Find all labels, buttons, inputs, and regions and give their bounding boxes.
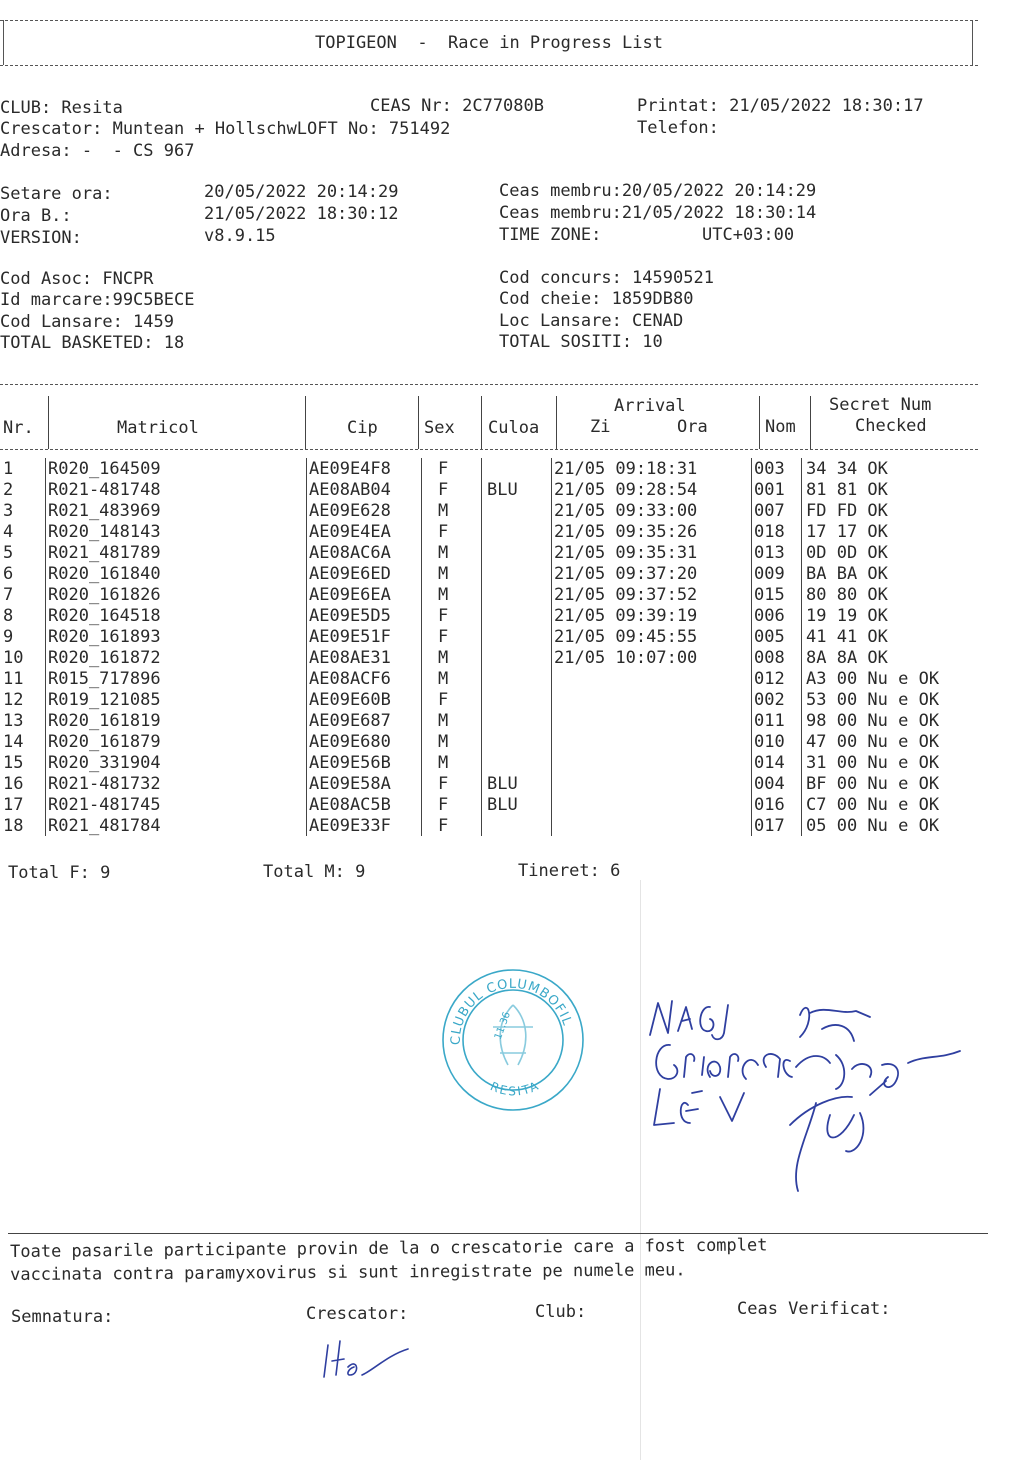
table-row: [3, 773, 972, 794]
bird-sex: F: [422, 626, 482, 647]
bird-color: [482, 500, 552, 521]
report-title: TOPIGEON - Race in Progress List: [315, 33, 663, 53]
bird-chip: AE09E58A: [307, 773, 422, 794]
table-row: [3, 521, 972, 542]
bird-checked: 81 81 OK: [802, 479, 972, 500]
col-header-culoa: Culoa: [488, 418, 540, 438]
marking-id: Id marcare:99C5BECE: [0, 290, 195, 310]
bird-nom: 008: [752, 647, 802, 668]
bird-chip: AE08AE31: [307, 647, 422, 668]
col-header-arrival: Arrival: [614, 396, 686, 416]
bird-checked: 34 34 OK: [802, 458, 972, 479]
club-signature-label: Club:: [535, 1302, 587, 1322]
bird-nr: 12: [3, 689, 24, 710]
bird-nom: 017: [752, 815, 802, 836]
bird-arrival: 21/05 09:35:31: [552, 542, 752, 563]
official-signatures: [640, 985, 980, 1195]
table-row: [3, 647, 972, 668]
clock-verified-label: Ceas Verificat:: [737, 1299, 891, 1319]
bird-color: [482, 584, 552, 605]
bird-checked: 47 00 Nu e OK: [802, 731, 972, 752]
stamp-bottom-text: RESITA: [488, 1078, 543, 1099]
bird-arrival: [552, 794, 752, 815]
table-row: [3, 752, 972, 773]
col-header-secret-num: Secret Num: [829, 395, 932, 415]
bird-color: [482, 458, 552, 479]
bird-color: [482, 731, 552, 752]
bird-sex: F: [422, 689, 482, 710]
bird-arrival: [552, 731, 752, 752]
bird-checked: 17 17 OK: [802, 521, 972, 542]
bird-matricol: R020_161819: [46, 710, 307, 731]
bird-matricol: R021_483969: [46, 500, 307, 521]
bird-nom: 016: [752, 794, 802, 815]
bird-nr: 8: [3, 605, 14, 626]
bird-matricol: R019_121085: [46, 689, 307, 710]
bird-nr: 7: [3, 584, 14, 605]
key-code: Cod cheie: 1859DB80: [499, 289, 694, 309]
bird-nr: 1: [3, 458, 14, 479]
bird-chip: AE09E6ED: [307, 563, 422, 584]
bird-arrival: [552, 710, 752, 731]
bird-matricol: R021_481789: [46, 542, 307, 563]
bird-sex: M: [422, 752, 482, 773]
bird-color: [482, 605, 552, 626]
clock-number: CEAS Nr: 2C77080B: [370, 96, 544, 116]
bird-chip: AE08ACF6: [307, 668, 422, 689]
bird-checked: 80 80 OK: [802, 584, 972, 605]
member-clock-2: Ceas membru:21/05/2022 18:30:14: [499, 203, 817, 223]
bird-nr: 4: [3, 521, 14, 542]
bird-checked: A3 00 Nu e OK: [802, 668, 972, 689]
bird-nr: 13: [3, 710, 24, 731]
bird-nr: 3: [3, 500, 14, 521]
bird-arrival: 21/05 09:37:52: [552, 584, 752, 605]
bird-chip: AE09E33F: [307, 815, 422, 836]
bird-nom: 004: [752, 773, 802, 794]
header-top-rule: [0, 20, 978, 21]
bird-nr: 2: [3, 479, 14, 500]
bird-nom: 005: [752, 626, 802, 647]
total-males: Total M: 9: [263, 862, 366, 882]
bird-nom: 018: [752, 521, 802, 542]
bird-checked: 0D 0D OK: [802, 542, 972, 563]
bird-matricol: R020_161879: [46, 731, 307, 752]
breeder-signature: [318, 1335, 428, 1385]
footer-rule: [8, 1233, 988, 1234]
bird-nom: 010: [752, 731, 802, 752]
bird-checked: 98 00 Nu e OK: [802, 710, 972, 731]
bird-matricol: R020_148143: [46, 521, 307, 542]
col-header-nr: Nr.: [3, 418, 34, 438]
bird-checked: 05 00 Nu e OK: [802, 815, 972, 836]
bird-nr: 9: [3, 626, 14, 647]
bird-sex: M: [422, 584, 482, 605]
bird-color: BLU: [482, 479, 552, 500]
col-header-cip: Cip: [347, 418, 378, 438]
bird-checked: BF 00 Nu e OK: [802, 773, 972, 794]
col-header-zi: Zi: [590, 417, 611, 437]
bird-checked: 31 00 Nu e OK: [802, 752, 972, 773]
bird-checked: FD FD OK: [802, 500, 972, 521]
bird-nom: 007: [752, 500, 802, 521]
bird-sex: M: [422, 647, 482, 668]
bird-matricol: R020_161893: [46, 626, 307, 647]
bird-matricol: R021-481748: [46, 479, 307, 500]
bird-nom: 002: [752, 689, 802, 710]
bird-color: BLU: [482, 794, 552, 815]
col-header-nom: Nom: [765, 417, 796, 437]
table-row: [3, 668, 972, 689]
stamp-number: 11.36: [492, 1010, 514, 1042]
bird-chip: AE09E687: [307, 710, 422, 731]
club-stamp: [438, 965, 588, 1115]
signature-label: Semnatura:: [11, 1307, 114, 1327]
bird-color: [482, 815, 552, 836]
bird-nom: 001: [752, 479, 802, 500]
col-header-matricol: Matricol: [117, 418, 199, 438]
bird-nom: 009: [752, 563, 802, 584]
total-females: Total F: 9: [8, 863, 111, 883]
table-header-rule: [0, 449, 978, 450]
bird-chip: AE08AC5B: [307, 794, 422, 815]
bird-matricol: R020_164509: [46, 458, 307, 479]
version-value: v8.9.15: [204, 226, 276, 246]
version-label: VERSION:: [0, 228, 82, 248]
bird-nom: 006: [752, 605, 802, 626]
bird-nr: 18: [3, 815, 24, 836]
set-time-value: 20/05/2022 20:14:29: [204, 182, 399, 202]
bird-arrival: 21/05 09:39:19: [552, 605, 752, 626]
table-row: [3, 479, 972, 500]
bird-nr: 14: [3, 731, 24, 752]
birds-table: [3, 458, 972, 836]
set-time-label: Setare ora:: [0, 184, 113, 204]
bird-checked: 41 41 OK: [802, 626, 972, 647]
bird-chip: AE09E51F: [307, 626, 422, 647]
header-bottom-rule: [0, 65, 978, 66]
time-zone-value: UTC+03:00: [702, 225, 795, 245]
bird-sex: M: [422, 542, 482, 563]
bird-color: [482, 542, 552, 563]
table-row: [3, 605, 972, 626]
bird-nom: 013: [752, 542, 802, 563]
bird-sex: F: [422, 479, 482, 500]
assoc-code: Cod Asoc: FNCPR: [0, 269, 154, 289]
breeder-line: Crescator: Muntean + HollschwLOFT No: 751492: [0, 119, 451, 139]
bird-sex: M: [422, 731, 482, 752]
table-row: [3, 815, 972, 836]
bird-nr: 16: [3, 773, 24, 794]
bird-arrival: [552, 815, 752, 836]
bird-nom: 015: [752, 584, 802, 605]
table-header-separators: [0, 384, 978, 449]
bird-arrival: 21/05 09:45:55: [552, 626, 752, 647]
bird-checked: BA BA OK: [802, 563, 972, 584]
bird-sex: F: [422, 815, 482, 836]
bird-sex: M: [422, 500, 482, 521]
bird-matricol: R015_717896: [46, 668, 307, 689]
bird-arrival: [552, 689, 752, 710]
bird-arrival: 21/05 09:28:54: [552, 479, 752, 500]
release-code: Cod Lansare: 1459: [0, 312, 174, 332]
bird-checked: C7 00 Nu e OK: [802, 794, 972, 815]
bird-color: [482, 626, 552, 647]
bird-sex: M: [422, 668, 482, 689]
ora-b-label: Ora B.:: [0, 206, 72, 226]
table-row: [3, 626, 972, 647]
bird-arrival: [552, 773, 752, 794]
col-header-checked: Checked: [855, 416, 927, 436]
bird-nr: 11: [3, 668, 24, 689]
bird-sex: F: [422, 521, 482, 542]
declaration-line-2: vaccinata contra paramyxovirus si sunt inregistrate pe numele meu.: [10, 1260, 686, 1285]
bird-arrival: 21/05 09:35:26: [552, 521, 752, 542]
bird-sex: F: [422, 773, 482, 794]
bird-color: [482, 521, 552, 542]
table-row: [3, 458, 972, 479]
bird-arrival: [552, 668, 752, 689]
table-row: [3, 794, 972, 815]
member-clock-1: Ceas membru:20/05/2022 20:14:29: [499, 181, 817, 201]
bird-nr: 10: [3, 647, 24, 668]
printed-date: Printat: 21/05/2022 18:30:17: [637, 96, 924, 116]
bird-arrival: 21/05 09:37:20: [552, 563, 752, 584]
bird-arrival: 21/05 09:33:00: [552, 500, 752, 521]
bird-matricol: R021_481784: [46, 815, 307, 836]
bird-chip: AE09E628: [307, 500, 422, 521]
bird-color: [482, 563, 552, 584]
declaration-line-1: Toate pasarile participante provin de la o crescatorie care a fost complet: [10, 1235, 768, 1262]
table-row: [3, 689, 972, 710]
bird-color: BLU: [482, 773, 552, 794]
total-basketed: TOTAL BASKETED: 18: [0, 333, 185, 353]
bird-nom: 003: [752, 458, 802, 479]
bird-matricol: R020_161872: [46, 647, 307, 668]
table-row: [3, 584, 972, 605]
bird-nom: 014: [752, 752, 802, 773]
bird-matricol: R020_164518: [46, 605, 307, 626]
bird-arrival: 21/05 10:07:00: [552, 647, 752, 668]
young-birds-total: Tineret: 6: [518, 861, 621, 881]
bird-nr: 6: [3, 563, 14, 584]
race-code: Cod concurs: 14590521: [499, 268, 714, 288]
bird-arrival: 21/05 09:18:31: [552, 458, 752, 479]
bird-color: [482, 668, 552, 689]
bird-nom: 011: [752, 710, 802, 731]
bird-matricol: R021-481732: [46, 773, 307, 794]
col-header-sex: Sex: [424, 418, 455, 438]
bird-matricol: R020_331904: [46, 752, 307, 773]
bird-matricol: R020_161840: [46, 563, 307, 584]
table-row: [3, 500, 972, 521]
address-line: Adresa: - - CS 967: [0, 141, 195, 161]
bird-matricol: R021-481745: [46, 794, 307, 815]
bird-nr: 5: [3, 542, 14, 563]
total-arrived: TOTAL SOSITI: 10: [499, 332, 663, 352]
stamp-top-text: CLUBUL COLUMBOFIL: [448, 976, 575, 1046]
bird-nr: 17: [3, 794, 24, 815]
bird-arrival: [552, 752, 752, 773]
bird-checked: 19 19 OK: [802, 605, 972, 626]
bird-sex: M: [422, 563, 482, 584]
bird-chip: AE09E60B: [307, 689, 422, 710]
table-row: [3, 710, 972, 731]
bird-chip: AE08AB04: [307, 479, 422, 500]
release-location: Loc Lansare: CENAD: [499, 311, 684, 331]
time-zone-label: TIME ZONE:: [499, 225, 602, 245]
breeder-signature-label: Crescator:: [306, 1304, 409, 1324]
bird-chip: AE09E4F8: [307, 458, 422, 479]
table-row: [3, 563, 972, 584]
bird-color: [482, 689, 552, 710]
bird-nr: 15: [3, 752, 24, 773]
bird-chip: AE08AC6A: [307, 542, 422, 563]
table-row: [3, 542, 972, 563]
bird-sex: F: [422, 458, 482, 479]
bird-matricol: R020_161826: [46, 584, 307, 605]
bird-chip: AE09E4EA: [307, 521, 422, 542]
col-header-ora: Ora: [677, 417, 708, 437]
bird-sex: F: [422, 605, 482, 626]
bird-checked: 53 00 Nu e OK: [802, 689, 972, 710]
bird-sex: F: [422, 794, 482, 815]
bird-color: [482, 752, 552, 773]
bird-chip: AE09E6EA: [307, 584, 422, 605]
table-row: [3, 731, 972, 752]
bird-color: [482, 647, 552, 668]
bird-chip: AE09E5D5: [307, 605, 422, 626]
bird-chip: AE09E56B: [307, 752, 422, 773]
club-name: CLUB: Resita: [0, 98, 123, 118]
phone-label: Telefon:: [637, 118, 719, 138]
bird-checked: 8A 8A OK: [802, 647, 972, 668]
bird-color: [482, 710, 552, 731]
bird-chip: AE09E680: [307, 731, 422, 752]
bird-nom: 012: [752, 668, 802, 689]
bird-sex: M: [422, 710, 482, 731]
ora-b-value: 21/05/2022 18:30:12: [204, 204, 399, 224]
